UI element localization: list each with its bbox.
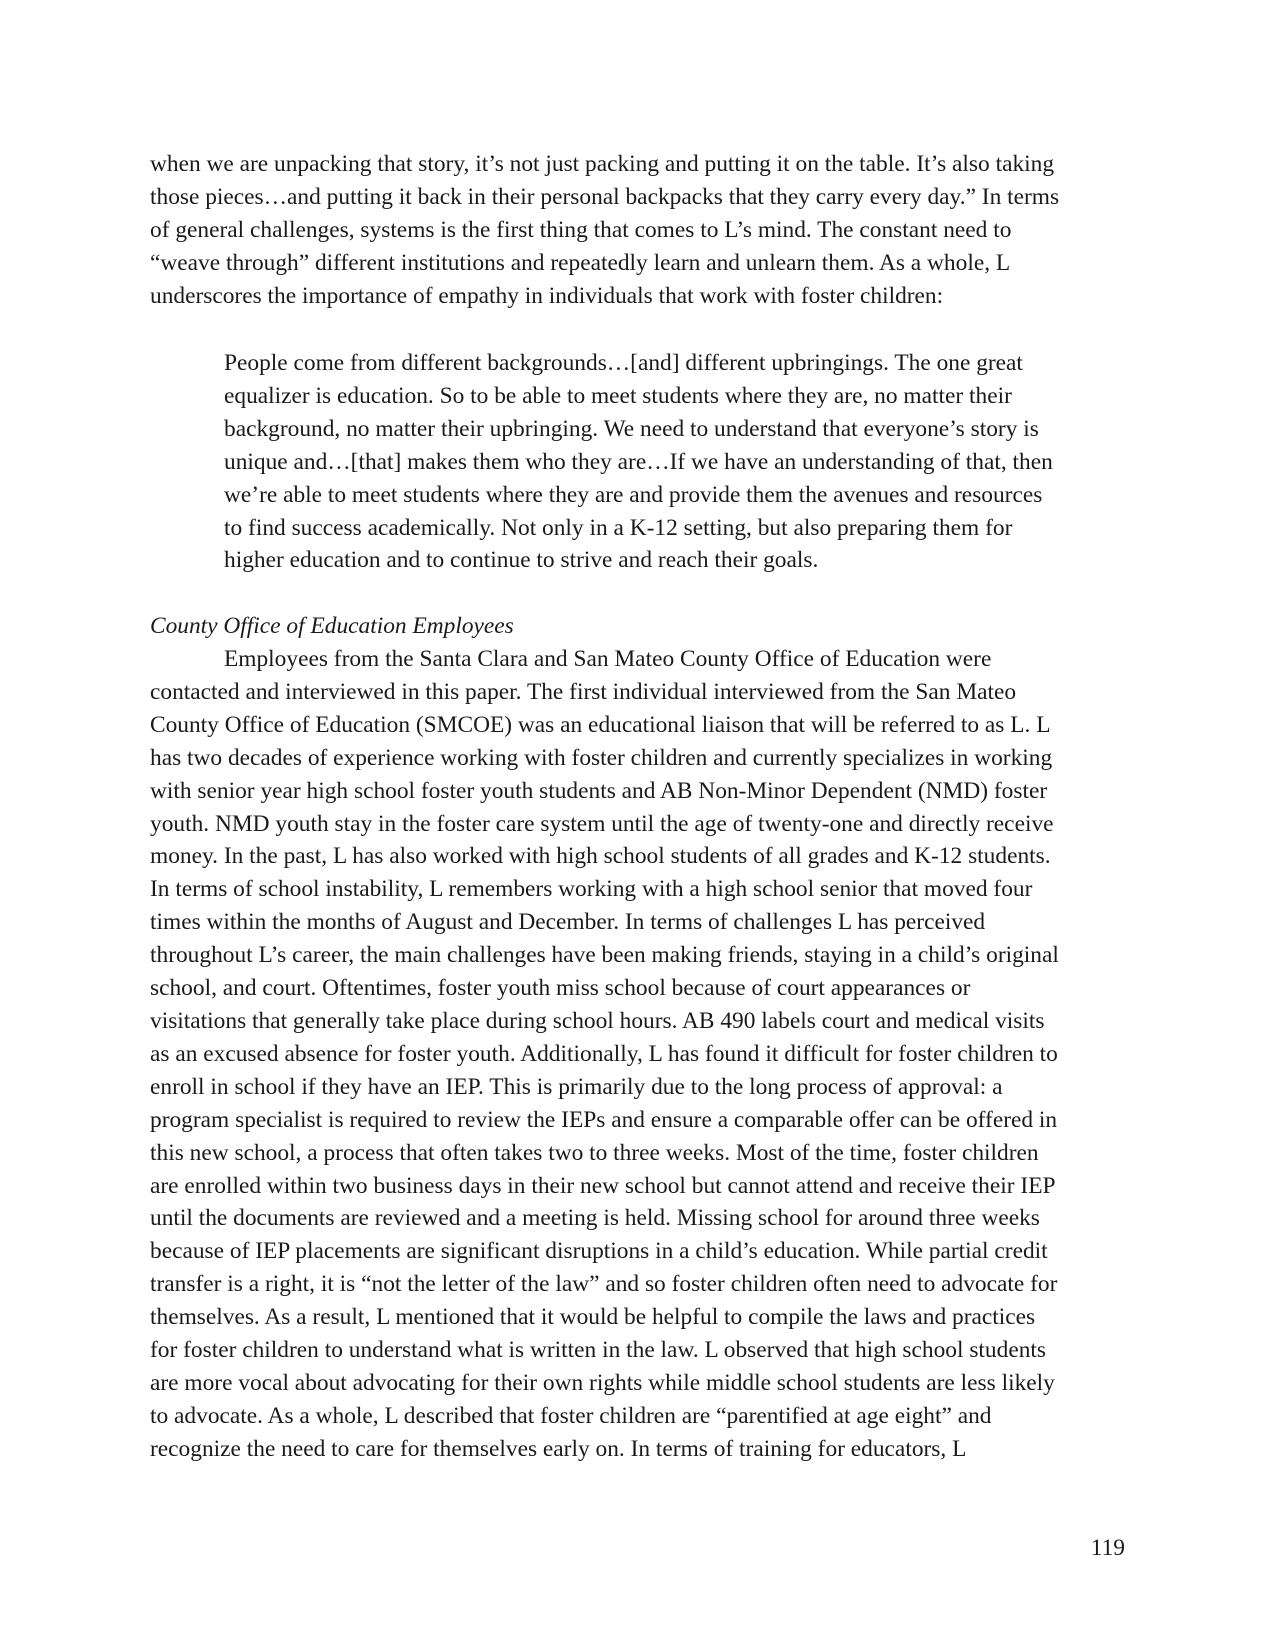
paragraph-line: In terms of school instability, L remembers working with a high school senior that moved four [150,876,1033,903]
page-number: 119 [1090,1535,1125,1561]
quote-line: background, no matter their upbringing. We need to understand that everyone’s story is [224,415,1039,442]
quote-line: unique and…[that] makes them who they are…If we have an understanding of that, then [224,448,1053,475]
paragraph-line: are more vocal about advocating for their own rights while middle school students are less likely [150,1369,1055,1396]
paragraph-line: “weave through” different institutions and repeatedly learn and unlearn them. As a whole, L [150,249,1011,276]
paragraph-line: when we are unpacking that story, it’s not just packing and putting it on the table. It’s also taking [150,151,1055,177]
quote-line: People come from different backgrounds…[and] different upbringings. The one great [224,350,1023,376]
paragraph-line: recognize the need to care for themselves early on. In terms of training for educators, L [150,1435,967,1462]
paragraph-line: those pieces…and putting it back in their personal backpacks that they carry every day.” In terms [150,183,1060,210]
quote-line: higher education and to continue to strive and reach their goals. [224,547,819,574]
paragraph-line: visitations that generally take place during school hours. AB 490 labels court and medical visits [150,1007,1045,1034]
paragraph-line: for foster children to understand what is written in the law. L observed that high school students [150,1337,1047,1364]
quote-line: we’re able to meet students where they are and provide them the avenues and resources [224,481,1043,508]
paragraph-line: enroll in school if they have an IEP. This is primarily due to the long process of approval: a [150,1073,1003,1100]
quote-line: equalizer is education. So to be able to meet students where they are, no matter their [224,382,1012,409]
paragraph-line: with senior year high school foster youth students and AB Non-Minor Dependent (NMD) foster [150,777,1048,804]
paragraph-line: times within the months of August and December. In terms of challenges L has perceived [150,909,986,936]
paragraph-line: has two decades of experience working with foster children and currently specializes in working [150,744,1053,771]
paragraph-line: money. In the past, L has also worked with high school students of all grades and K-12 students. [150,843,1051,870]
paragraph-line: this new school, a process that often takes two to three weeks. Most of the time, foster children [150,1139,1039,1166]
block-quote [224,347,1126,577]
paragraph-line: of general challenges, systems is the first thing that comes to L’s mind. The constant need to [150,216,1012,243]
paragraph-line: throughout L’s career, the main challenges have been making friends, staying in a child’s original [150,942,1059,969]
paragraph-line: to advocate. As a whole, L described that foster children are “parentified at age eight” and [150,1402,992,1429]
paragraph-line: youth. NMD youth stay in the foster care system until the age of twenty-one and directly receive [150,810,1054,837]
paragraph-line: school, and court. Oftentimes, foster youth miss school because of court appearances or [150,975,971,1002]
paragraph-line: because of IEP placements are significant disruptions in a child’s education. While partial credit [150,1238,1048,1265]
paragraph-line: County Office of Education (SMCOE) was an educational liaison that will be referred to as L. L [150,711,1051,738]
section-heading: County Office of Education Employees [150,613,514,639]
paragraph-line: Employees from the Santa Clara and San Mateo County Office of Education were [224,646,992,672]
paragraph-line: contacted and interviewed in this paper. The first individual interviewed from the San Mateo [150,678,1017,705]
paragraph-line: are enrolled within two business days in their new school but cannot attend and receive their IEP [150,1172,1056,1199]
paragraph-line: themselves. As a result, L mentioned that it would be helpful to compile the laws and practices [150,1304,1036,1331]
section-paragraph [150,643,1126,1466]
quote-line: to find success academically. Not only in a K-12 setting, but also preparing them for [224,514,1013,541]
paragraph-continuation [150,148,1126,313]
paragraph-line: until the documents are reviewed and a meeting is held. Missing school for around three weeks [150,1205,1040,1232]
paragraph-line: as an excused absence for foster youth. Additionally, L has found it difficult for foster children to [150,1040,1058,1067]
paragraph-line: transfer is a right, it is “not the letter of the law” and so foster children often need to advocate for [150,1271,1058,1298]
paragraph-line: underscores the importance of empathy in individuals that work with foster children: [150,282,944,309]
paragraph-line: program specialist is required to review the IEPs and ensure a comparable offer can be offered in [150,1106,1058,1133]
